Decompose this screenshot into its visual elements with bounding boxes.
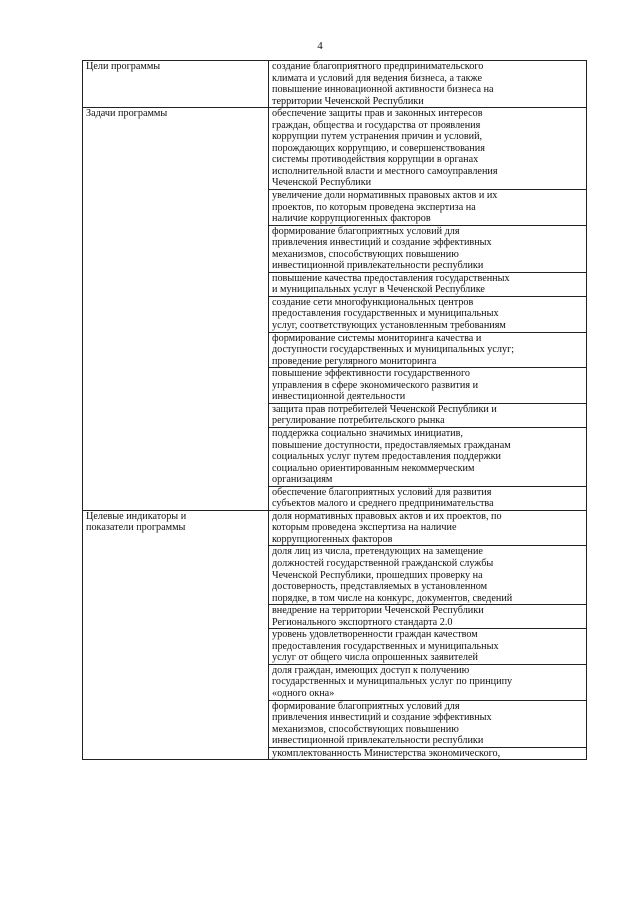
section-item: защита прав потребителей Чеченской Республики и регулирование потребительского рынка xyxy=(269,403,587,427)
section-item: создание сети многофункциональных центров предоставления государственных и муниципальных услуг, соответствующих установленным требованиям xyxy=(269,296,587,332)
section-item: увеличение доли нормативных правовых актов и их проектов, по которым проведена экспертиза на наличие коррупциогенных факторов xyxy=(269,190,587,226)
section-item: повышение качества предоставления государственных и муниципальных услуг в Чеченской Республике xyxy=(269,272,587,296)
section-label: Цели программы xyxy=(83,61,269,108)
section-item: обеспечение благоприятных условий для развития субъектов малого и среднего предпринимательства xyxy=(269,486,587,510)
section-item: формирование благоприятных условий для привлечения инвестиций и создание эффективных механизмов, способствующих повышению инвестиционной привлекательности республики xyxy=(269,700,587,747)
section-item: обеспечение защиты прав и законных интересов граждан, общества и государства от проявления коррупции путем устранения причин и условий, порождающих коррупцию, и совершенствования системы противодействия коррупции в органах исполнительной власти и местного самоуправления Чеченской Республики xyxy=(269,108,587,190)
section-item: формирование благоприятных условий для привлечения инвестиций и создание эффективных механизмов, способствующих повышению инвестиционной привлекательности республики xyxy=(269,225,587,272)
section-item: повышение эффективности государственного управления в сфере экономического развития и инвестиционной деятельности xyxy=(269,368,587,404)
section-item: поддержка социально значимых инициатив, повышение доступности, предоставляемых гражданам социальных услуг путем предоставления поддержки социально ориентированным некоммерческим организациям xyxy=(269,427,587,486)
section-item: доля граждан, имеющих доступ к получению государственных и муниципальных услуг по принципу «одного окна» xyxy=(269,664,587,700)
section-item: создание благоприятного предпринимательского климата и условий для ведения бизнеса, а также повышение инновационной активности бизнеса на территории Чеченской Республики xyxy=(269,61,587,108)
section-item: формирование системы мониторинга качества и доступности государственных и муниципальных услуг; проведение регулярного мониторинга xyxy=(269,332,587,368)
section-item: внедрение на территории Чеченской Республики Регионального экспортного стандарта 2.0 xyxy=(269,605,587,629)
section-item: доля нормативных правовых актов и их проектов, по которым проведена экспертиза на наличие коррупциогенных факторов xyxy=(269,510,587,546)
program-passport-table xyxy=(82,60,587,760)
table-row xyxy=(83,61,587,108)
section-item: укомплектованность Министерства экономического, xyxy=(269,747,587,760)
table-row xyxy=(83,108,587,190)
section-label: Целевые индикаторы и показатели программы xyxy=(83,510,269,759)
section-item: уровень удовлетворенности граждан качеством предоставления государственных и муниципальных услуг от общего числа опрошенных заявителей xyxy=(269,629,587,665)
page-number: 4 xyxy=(317,40,323,52)
section-label: Задачи программы xyxy=(83,108,269,511)
table-row xyxy=(83,510,587,546)
section-item: доля лиц из числа, претендующих на замещение должностей государственной гражданской службы Чеченской Республики, прошедших проверку на достоверность, представляемых в установленном порядке, в том числе на конкурс, документов, сведений xyxy=(269,546,587,605)
